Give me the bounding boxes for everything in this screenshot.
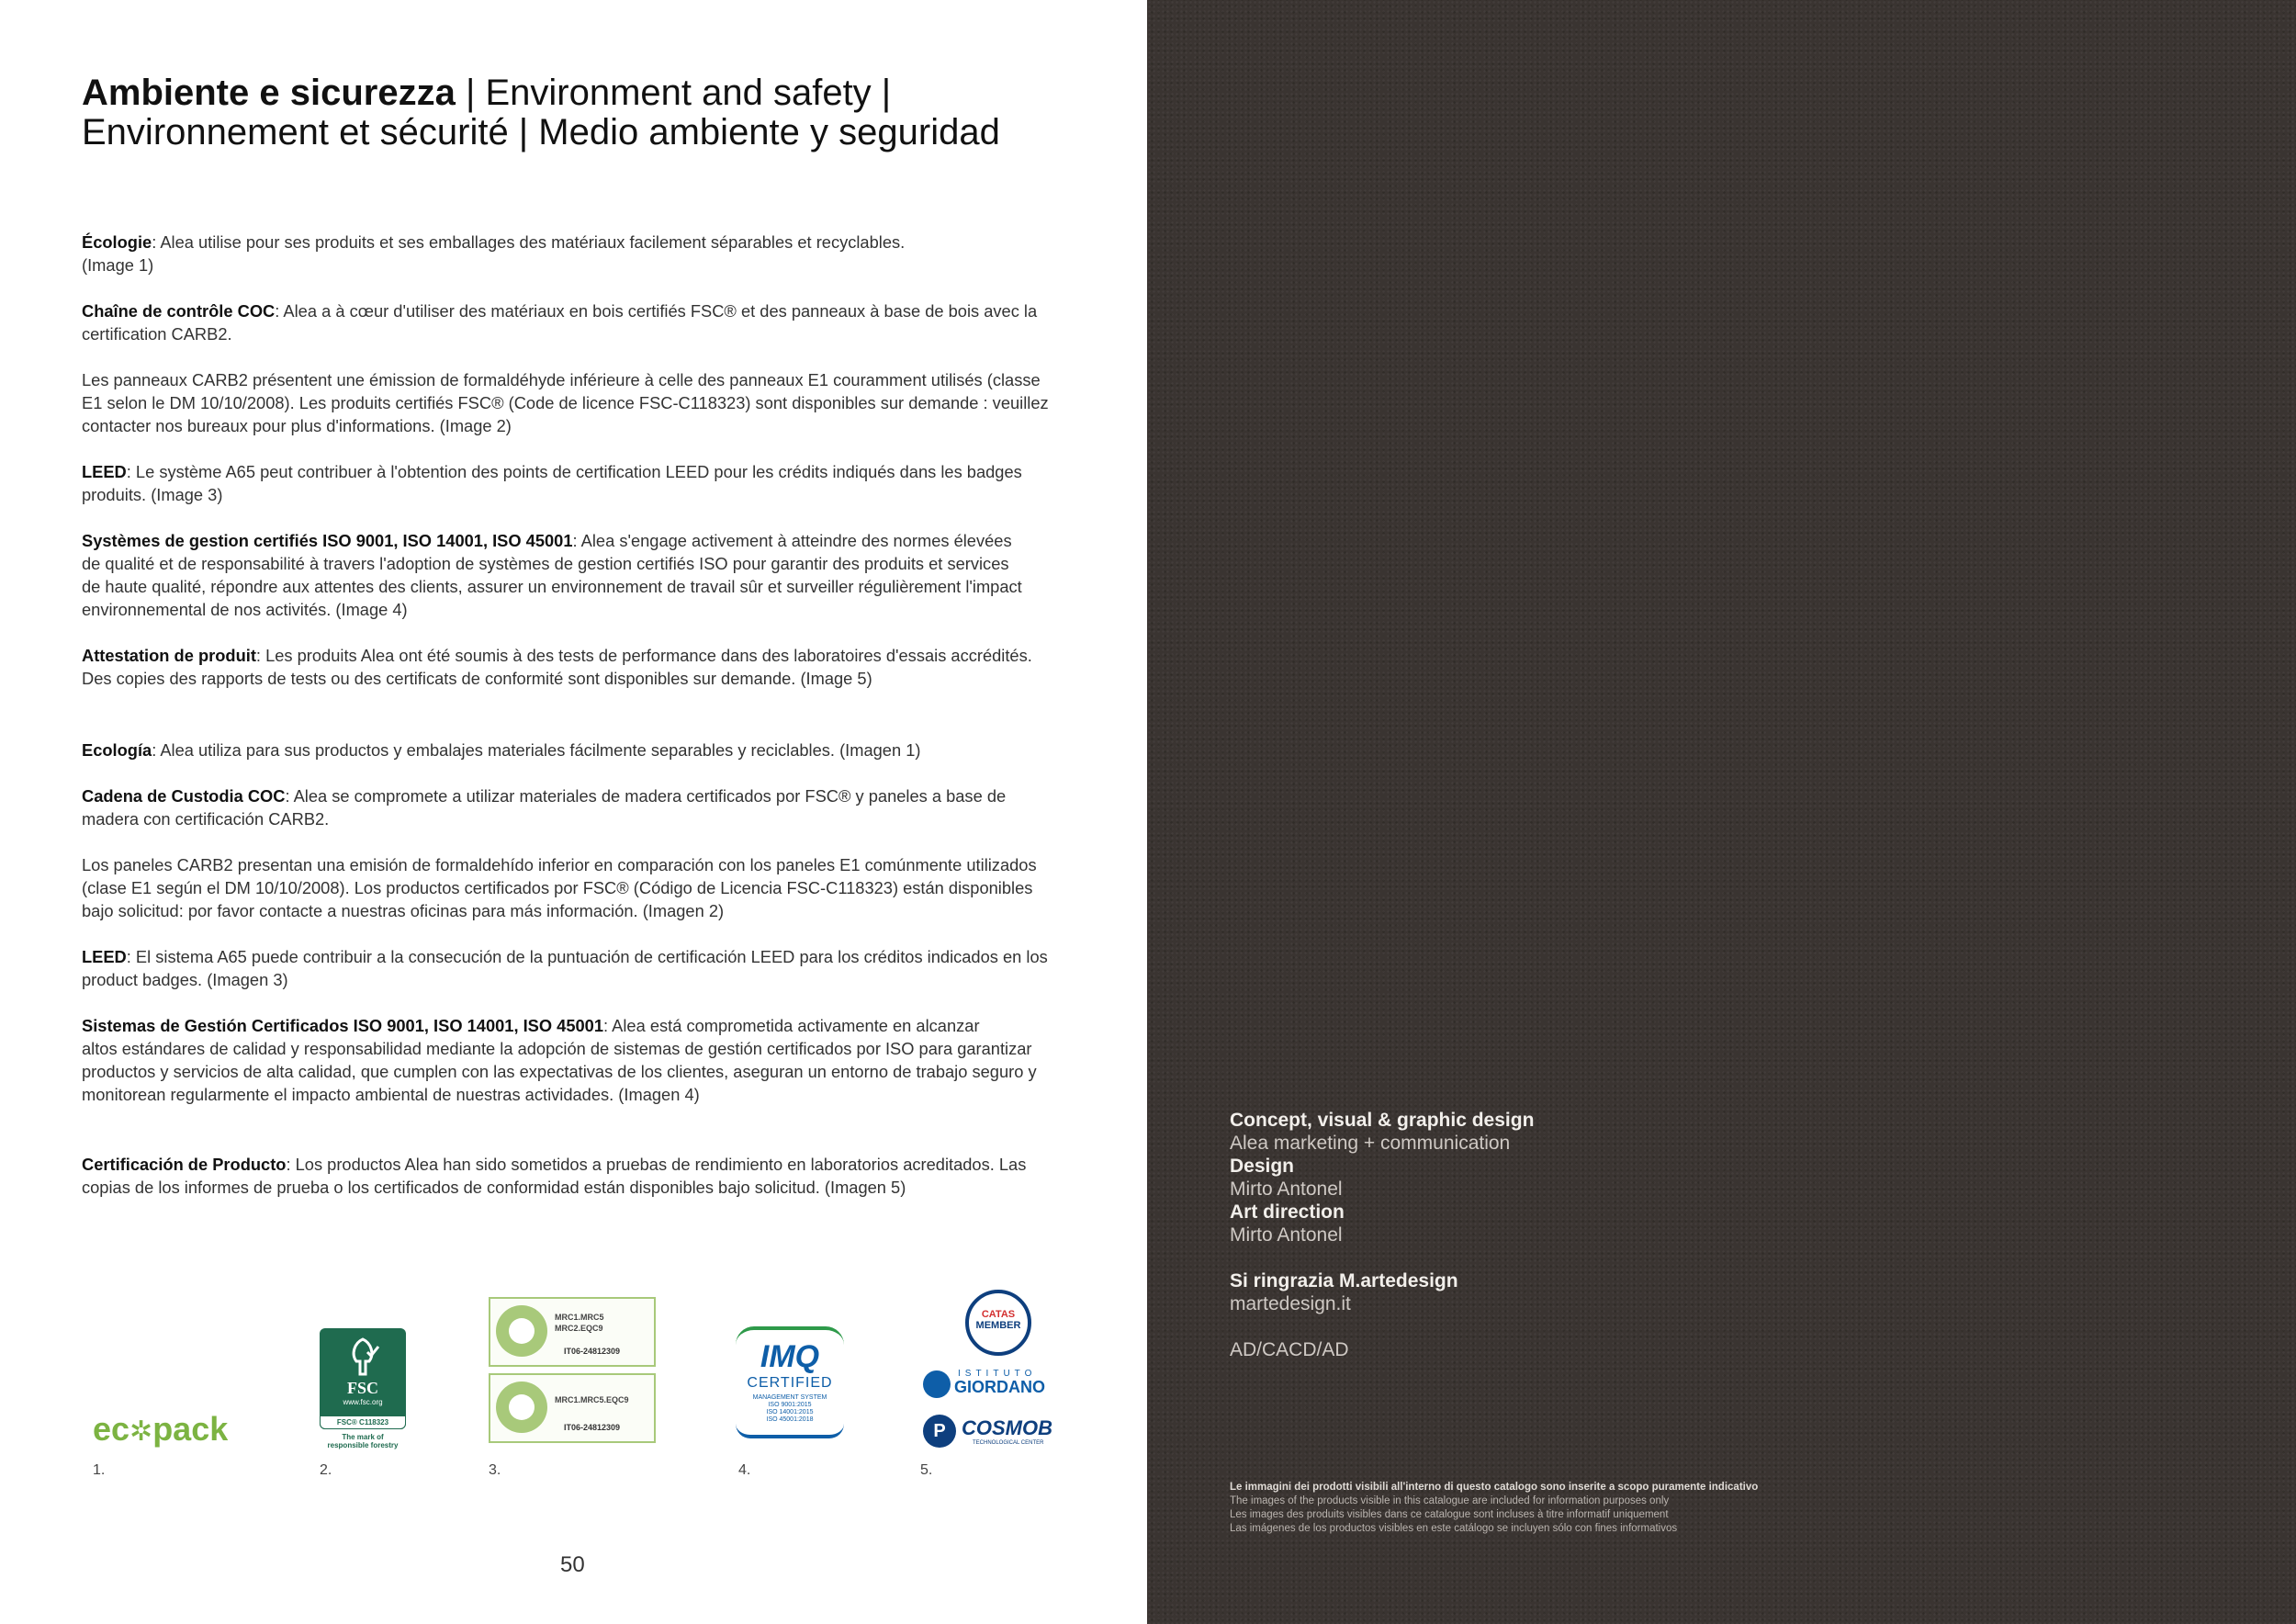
- leaf-icon: [496, 1305, 547, 1357]
- paragraph: Attestation de produit: Les produits Alea ont été soumis à des tests de performance dans des laboratoires d'essais accrédités. Des copies des rapports de tests ou des certificats de conformité sont disponibles sur demande. (Image 5): [82, 646, 1032, 688]
- credit-heading: Concept, visual & graphic design: [1230, 1110, 1535, 1131]
- paragraph: Les panneaux CARB2 présentent une émission de formaldéhyde inférieure à celle des panneaux E1 couramment utilisés (classe E1 selon le DM 10/10/2008). Les produits certifiés FSC® (Code de licence FSC-C118323) sont disponibles sur demande : veuillez contacter nos bureaux pour plus d'informations. (Image 2): [82, 370, 1049, 435]
- page-title: [82, 73, 1000, 152]
- title-line2: Environnement et sécurité | Medio ambiente y seguridad: [82, 112, 1000, 152]
- disclaimer-es: Las imágenes de los productos visibles en este catálogo se incluyen sólo con fines informativos: [1230, 1523, 1678, 1534]
- credit-link-text: martedesign.it: [1230, 1293, 1351, 1314]
- paragraph: Sistemas de Gestión Certificados ISO 9001, ISO 14001, ISO 45001: Alea está comprometida activamente en alcanzar altos estándares de calidad y responsabilidad mediante la adopción de sistemas de gestión certificados por ISO para garantizar productos y servicios de alta calidad, que cumplen con las expectativas de los clientes, aseguran un entorno de trabajo seguro y monitorean regularmente el impacto ambiental de nuestras actividades. (Imagen 4): [82, 1016, 1037, 1104]
- certification-logos: [82, 1286, 1092, 1488]
- logo-number: 1.: [93, 1462, 106, 1478]
- right-page-textured-background: [1147, 0, 2296, 1624]
- paragraph: Écologie: Alea utilise pour ses produits et ses emballages des matériaux facilement séparables et recyclables. (Image 1): [82, 232, 906, 275]
- disclaimer-en: The images of the products visible in this catalogue are included for information purposes only: [1230, 1495, 1670, 1506]
- title-bold: Ambiente e sicurezza: [82, 73, 456, 113]
- credit-heading: Design: [1230, 1156, 1295, 1177]
- logo-number: 3.: [489, 1462, 501, 1478]
- credit-heading: Si ringrazia M.artedesign: [1230, 1270, 1458, 1291]
- title-rest: | Environment and safety |: [455, 73, 892, 113]
- paragraph: Chaîne de contrôle COC: Alea a à cœur d'utiliser des matériaux en bois certifiés FSC® et des panneaux à base de bois avec la certification CARB2.: [82, 301, 1038, 344]
- imq-logo: IMQ CERTIFIED MANAGEMENT SYSTEM ISO 9001:2015 ISO 14001:2015 ISO 45001:2018: [736, 1326, 844, 1438]
- credit-value: Mirto Antonel: [1230, 1179, 1343, 1200]
- recycle-icon: ✲: [129, 1416, 153, 1447]
- paragraph: Certificación de Producto: Los productos Alea han sido sometidos a pruebas de rendimiento en laboratorios acreditados. Las copias de los informes de prueba o los certificados de conformidad están disponibles bajo solicitud. (Imagen 5): [82, 1155, 1027, 1197]
- logo-number: 4.: [738, 1462, 751, 1478]
- paragraph: Ecología: Alea utiliza para sus productos y embalajes materiales fácilmente separables y reciclables. (Imagen 1): [82, 740, 921, 760]
- logo-number: 5.: [920, 1462, 933, 1478]
- body-text: [82, 231, 1069, 1199]
- cosmob-logo: P COSMOB TECHNOLOGICAL CENTER: [923, 1415, 1070, 1451]
- disclaimer: [1230, 1481, 1758, 1536]
- catas-member-badge: CATAS MEMBER: [965, 1290, 1031, 1356]
- ecopack-logo: ec✲pack: [93, 1410, 229, 1448]
- paragraph: Los paneles CARB2 presentan una emisión de formaldehído inferior en comparación con los paneles E1 comúnmente utilizados (clase E1 según el DM 10/10/2008). Los productos certificados por FSC® (Código de Licencia FSC-C118323) están disponibles bajo solicitud: por favor contacte a nuestras oficinas para más información. (Imagen 2): [82, 855, 1037, 920]
- paragraph: Systèmes de gestion certifiés ISO 9001, ISO 14001, ISO 45001: Alea s'engage activement à atteindre des normes élevées de qualité et de responsabilité à travers l'adoption de systèmes de gestion certifiés ISO pour garantir des produits et services de haute qualité, répondre aux attentes des clients, assurer un environnement de travail sûr et surveiller régulièrement l'impact environnemental de nos activités. (Image 4): [82, 531, 1022, 619]
- leaf-icon: [496, 1382, 547, 1433]
- credit-heading: Art direction: [1230, 1201, 1345, 1223]
- left-page: [0, 0, 1147, 1624]
- credits-block: [1230, 1109, 1534, 1361]
- giordano-logo: ISTITUTO GIORDANO: [923, 1370, 1061, 1402]
- paragraph: LEED: El sistema A65 puede contribuir a la consecución de la puntuación de certificación LEED para los créditos indicados en los product badges. (Imagen 3): [82, 947, 1048, 989]
- credit-value: Mirto Antonel: [1230, 1224, 1343, 1246]
- page-number: 50: [560, 1552, 585, 1577]
- disclaimer-fr: Les images des produits visibles dans ce catalogue sont incluses à titre informatif uniquement: [1230, 1509, 1669, 1520]
- logo-number: 2.: [320, 1462, 332, 1478]
- catalogue-code: AD/CACD/AD: [1230, 1339, 1349, 1360]
- fsc-logo: FSC www.fsc.org FSC® C118323 The mark of responsible forestry: [320, 1328, 406, 1449]
- tree-check-icon: [340, 1334, 386, 1380]
- paragraph: Cadena de Custodia COC: Alea se compromete a utilizar materiales de madera certificados por FSC® y paneles a base de madera con certificación CARB2.: [82, 786, 1007, 829]
- disclaimer-it: Le immagini dei prodotti visibili all'interno di questo catalogo sono inserite a scopo puramente indicativo: [1230, 1482, 1759, 1493]
- paragraph: LEED: Le système A65 peut contribuer à l'obtention des points de certification LEED pour les crédits indiqués dans les badges produits. (Image 3): [82, 462, 1022, 504]
- credit-value: Alea marketing + communication: [1230, 1133, 1511, 1154]
- leed-badges: MRC1.MRC5 MRC2.EQC9 IT06-24812309 MRC1.MRC5.EQC9 IT06-24812309: [489, 1297, 656, 1443]
